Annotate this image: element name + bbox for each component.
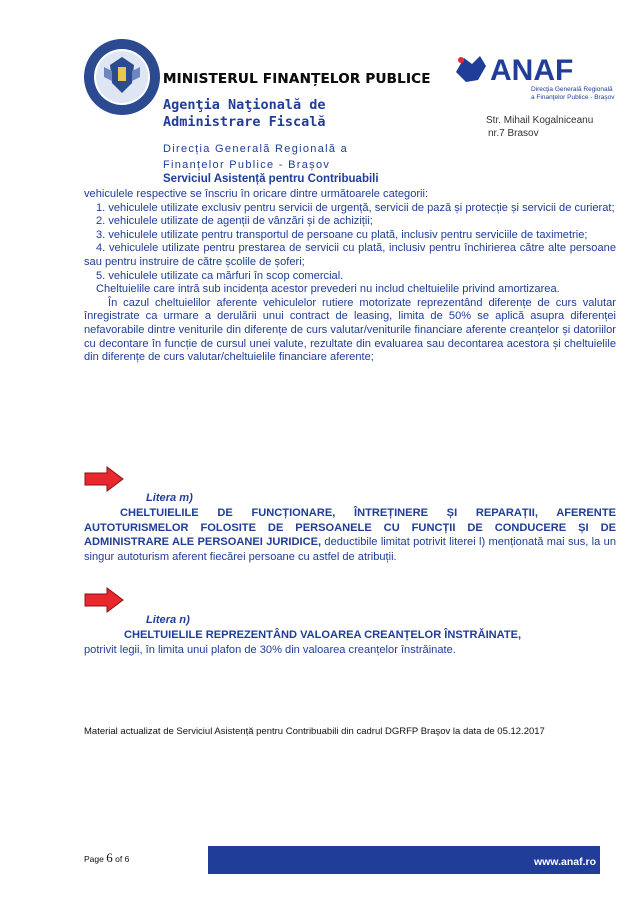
- dgrfp-line2: Finanțelor Publice - Brașov: [163, 159, 331, 171]
- ministry-emblem-icon: [82, 37, 162, 117]
- litera-m-title: Litera m): [146, 492, 193, 504]
- address-line2: nr.7 Brasov: [488, 127, 539, 139]
- page-total: 6: [124, 854, 130, 864]
- litera-n-rest: potrivit legii, în limita unui plafon de 30% din valoarea creanțelor înstrăinate.: [84, 644, 456, 656]
- litera-n-bold: CHELTUIELILE REPREZENTÂND VALOAREA CREANȚELOR ÎNSTRĂINATE,: [124, 629, 522, 641]
- cheltuieli-paragraph: Cheltuielile care intră sub incidența acestor prevederi nu includ cheltuielile privind amortizarea.: [96, 283, 560, 296]
- address-line1: Str. Mihail Kogalniceanu: [486, 115, 594, 126]
- red-arrow-right-icon: [84, 587, 124, 613]
- anaf-logo-text: ANAF: [490, 54, 574, 87]
- of-word: of: [115, 854, 123, 864]
- dgrfp-title: [163, 141, 348, 173]
- address: [486, 115, 593, 140]
- litera-m-rest: deductibile limitat potrivit literei l) menționată mai sus, la un singur autoturism aferent fiecărei persoane cu astfel de atribuții.: [84, 536, 616, 563]
- page-word: Page: [84, 854, 104, 864]
- list-item: 3. vehiculele utilizate pentru transportul de persoane cu plată, inclusiv pentru serviciile de taximetrie;: [96, 228, 588, 241]
- leasing-paragraph: În cazul cheltuielilor aferente vehiculelor rutiere motorizate reprezentând diferențe de curs valutar înregistrate ca urmare a derulării unui contract de leasing, limita de 50% se aplică asupra diferenței nefavorabile dintre veniturile din diferențe de curs valutar/veniturile financiare aferente creanțelor și datoriilor cu decontare în funcție de cursul unei valute, rezultate din evaluarea sau decontarea acestora și cheltuielile din diferențe de curs valutar/cheltuielile financiare aferente;: [84, 296, 616, 364]
- list-item: 5. vehiculele utilizate ca mărfuri în scop comercial.: [96, 269, 344, 282]
- intro-paragraph: vehiculele respective se înscriu în oricare dintre următoarele categorii:: [84, 188, 429, 200]
- litera-n-title: Litera n): [146, 614, 190, 626]
- list-item: 1. vehiculele utilizate exclusiv pentru servicii de urgență, servicii de pază și protecție și servicii de curierat;: [96, 201, 615, 214]
- service-title: Serviciul Asistență pentru Contribuabili: [163, 173, 379, 185]
- page-current: 6: [106, 850, 113, 865]
- litera-n-text: [84, 628, 616, 658]
- anaf-sub-line2: a Finanţelor Publice - Braşov: [531, 94, 615, 101]
- agency-title: [163, 97, 326, 131]
- anaf-subtitle: [531, 86, 614, 102]
- dgrfp-line1: Direcția Generală Regională a: [163, 143, 349, 155]
- website-link[interactable]: www.anaf.ro: [533, 856, 596, 868]
- agency-line1: Agenţia Naţională de: [163, 97, 326, 113]
- body-section: [84, 188, 616, 365]
- ministry-title: MINISTERUL FINANȚELOR PUBLICE: [163, 71, 431, 87]
- litera-m-bold: CHELTUIELILE DE FUNCȚIONARE, ÎNTREȚINERE ȘI REPARAȚII, AFERENTE AUTOTURISMELOR FOLOSITE DE PERSOANELE CU FUNCȚII DE CONDUCERE ȘI DE ADMINISTRARE ALE PERSOANEI JURIDICE,: [84, 507, 616, 548]
- agency-line2: Administrare Fiscală: [163, 114, 326, 130]
- list-item: 2. vehiculele utilizate de agenții de vânzări și de achiziții;: [96, 215, 373, 228]
- anaf-sub-line1: Direcţia Generală Regională: [531, 86, 613, 93]
- litera-m-text: [84, 506, 616, 564]
- list-item: 4. vehiculele utilizate pentru prestarea de servicii cu plată, inclusiv pentru închirierea către alte persoane sau pentru instruire de către școlile de șoferi;: [84, 242, 616, 268]
- footer-bar: [208, 846, 600, 874]
- red-arrow-right-icon: [84, 466, 124, 492]
- page-number: [84, 850, 129, 866]
- footer-note: Material actualizat de Serviciul Asistență pentru Contribuabili din cadrul DGRFP Braşov la data de 05.12.2017: [84, 726, 545, 737]
